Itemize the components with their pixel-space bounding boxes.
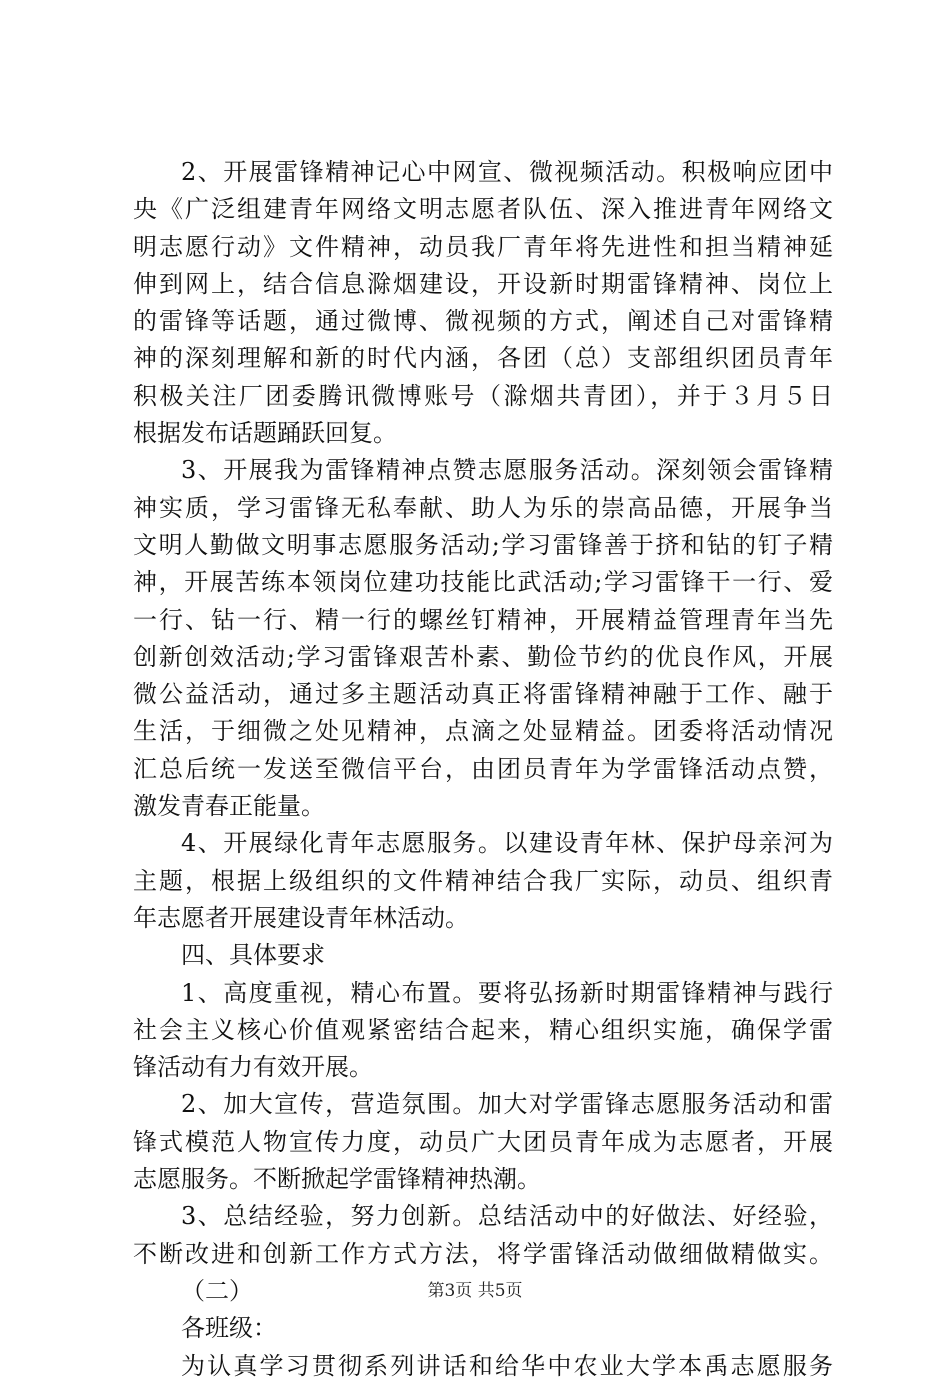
paragraph-line: 志愿服务。不断掀起学雷锋精神热潮。 xyxy=(133,1165,541,1194)
paragraph-line: 不断改进和创新工作方式方法，将学雷锋活动做细做精做实。 xyxy=(133,1239,833,1268)
paragraph-line: 生活，于细微之处见精神，点滴之处显精益。团委将活动情况 xyxy=(133,717,833,746)
paragraph-line: 伸到网上，结合信息滁烟建设，开设新时期雷锋精神、岗位上 xyxy=(133,269,833,298)
paragraph-line: 3、总结经验，努力创新。总结活动中的好做法、好经验， xyxy=(181,1202,833,1231)
paragraph-line: 为认真学习贯彻系列讲话和给华中农业大学本禹志愿服务 xyxy=(181,1351,833,1380)
paragraph-line: 的雷锋等话题，通过微博、微视频的方式，阐述自己对雷锋精 xyxy=(133,307,833,336)
paragraph-line: 3、开展我为雷锋精神点赞志愿服务活动。深刻领会雷锋精 xyxy=(181,456,833,485)
paragraph-line: 锋式模范人物宣传力度，动员广大团员青年成为志愿者，开展 xyxy=(133,1127,833,1156)
paragraph-line: 文明人勤做文明事志愿服务活动;学习雷锋善于挤和钻的钉子精 xyxy=(133,530,833,559)
paragraph-line: 微公益活动，通过多主题活动真正将雷锋精神融于工作、融于 xyxy=(133,680,833,709)
paragraph-line: 锋活动有力有效开展。 xyxy=(133,1053,373,1082)
section-marker: （二） xyxy=(181,1276,253,1305)
paragraph-line: 央《广泛组建青年网络文明志愿者队伍、深入推进青年网络文 xyxy=(133,195,833,224)
paragraph-line: 神的深刻理解和新的时代内涵，各团（总）支部组织团员青年 xyxy=(133,344,833,373)
salutation: 各班级： xyxy=(181,1314,277,1343)
paragraph-line: 4、开展绿化青年志愿服务。以建设青年林、保护母亲河为 xyxy=(181,829,833,858)
paragraph-line: 2、开展雷锋精神记心中网宣、微视频活动。积极响应团中 xyxy=(181,158,833,186)
paragraph-line: 汇总后统一发送至微信平台，由团员青年为学雷锋活动点赞， xyxy=(133,754,833,783)
paragraph-line: 创新创效活动;学习雷锋艰苦朴素、勤俭节约的优良作风，开展 xyxy=(133,642,833,671)
paragraph-line: 主题，根据上级组织的文件精神结合我厂实际，动员、组织青 xyxy=(133,866,833,895)
paragraph-line: 年志愿者开展建设青年林活动。 xyxy=(133,903,469,932)
paragraph-line: 明志愿行动》文件精神，动员我厂青年将先进性和担当精神延 xyxy=(133,232,833,261)
paragraph-line: 社会主义核心价值观紧密结合起来，精心组织实施，确保学雷 xyxy=(133,1015,833,1044)
paragraph-line: 2、加大宣传，营造氛围。加大对学雷锋志愿服务活动和雷 xyxy=(181,1090,833,1119)
paragraph-line: 根据发布话题踊跃回复。 xyxy=(133,419,397,448)
paragraph-line: 一行、钻一行、精一行的螺丝钉精神，开展精益管理青年当先 xyxy=(133,605,833,634)
paragraph-line: 1、高度重视，精心布置。要将弘扬新时期雷锋精神与践行 xyxy=(181,978,833,1007)
section-heading: 四、具体要求 xyxy=(181,941,325,970)
paragraph-line: 神实质，学习雷锋无私奉献、助人为乐的崇高品德，开展争当 xyxy=(133,493,833,522)
paragraph-line: 神，开展苦练本领岗位建功技能比武活动;学习雷锋干一行、爱 xyxy=(133,568,833,597)
paragraph-line: 积极关注厂团委腾讯微博账号（滁烟共青团），并于３月５日 xyxy=(133,381,833,410)
document-body xyxy=(133,154,833,1385)
page-number-footer: 第3页 共5页 xyxy=(427,1281,523,1301)
paragraph-line: 激发青春正能量。 xyxy=(133,792,325,821)
